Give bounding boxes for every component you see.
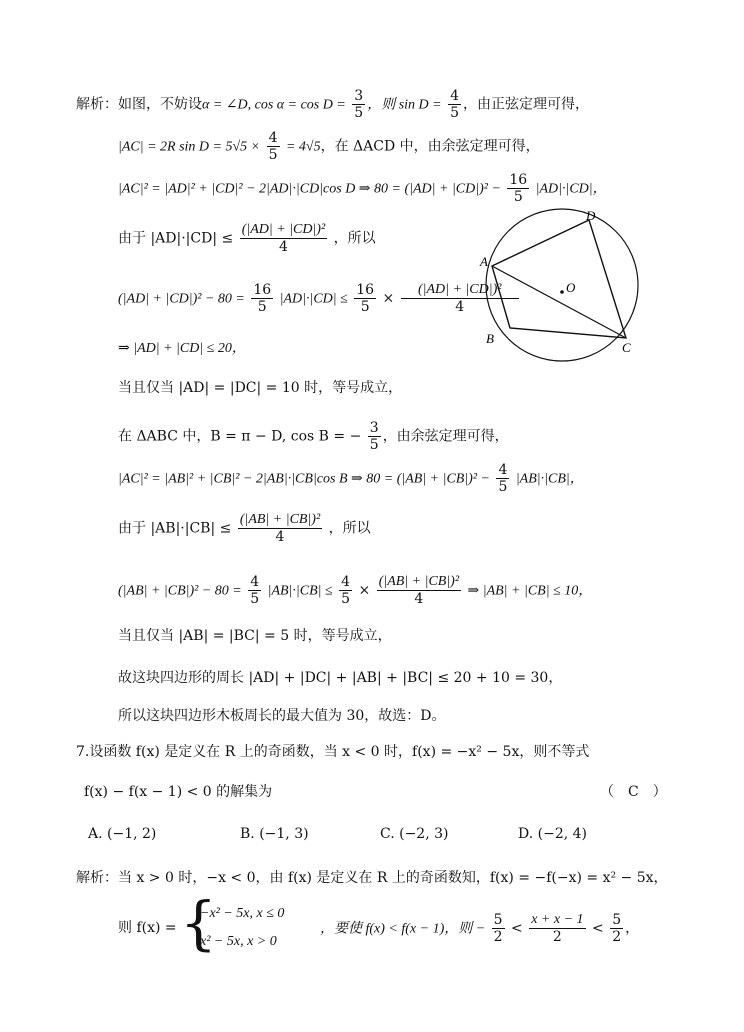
fraction: $\frac{\text{(|AD| + |CD|)²}}{4}$ [401,282,519,315]
solution6-line2: |AC| = 2R sin D = 5√5 × $\frac{4}{5}$ = 4√5，在 ΔACD 中，由余弦定理可得， [118,130,540,163]
solution6-line8: 在 ΔABC 中，B = π − D, cos B = − $\frac{3}{5}$ ，由余弦定理可得， [118,420,509,453]
solution6-line9: |AC|² = |AB|² + |CB|² − 2|AB|·|CB|cos B ⇒ 80 = (|AB| + |CB|)² − $\frac{4}{5}$ |AB|·|CB|， [118,462,584,495]
solution7-line1: 解析：当 x > 0 时，−x < 0，由 f(x) 是定义在 R 上的奇函数知，f(x) = −f(−x) = x² − 5x， [76,870,668,886]
option-b: B. (−1, 3) [240,826,309,842]
fraction: $\frac{4}{5}$ [250,574,260,607]
fraction: $\frac{4}{5}$ [341,574,351,607]
fraction: $\frac{x + x - 1}{2}$ [531,912,584,945]
piecewise-case-1: −x² − 5x, x ≤ 0 [200,906,285,921]
option-d: D. (−2, 4) [518,826,587,842]
option-a: A. (−1, 2) [88,826,157,842]
label-c: C [622,340,631,355]
analysis-label: 解析：如图，不妨设 [76,96,202,113]
label-o: O [566,280,576,295]
solution6-line11: (|AB| + |CB|)² − 80 = $\frac{4}{5}$ |AB|·|CB| ≤ $\frac{4}{5}$ × $\frac{\text{(|AB| + |CB|)²}}{4}$ ⇒ |AB| + |CB| ≤ 10， [118,574,593,607]
solution6-line6: ⇒ |AD| + |CD| ≤ 20， [118,341,246,356]
solution6-line7: 当且仅当 |AD| = |DC| = 10 时，等号成立， [118,380,403,396]
fraction: $\frac{4}{5}$ [498,462,508,495]
fraction: $\frac{5}{2}$ [612,912,622,945]
label-b: B [486,331,494,346]
fraction: $\frac{3}{5}$ [354,88,364,121]
solution6-line1: 解析：如图，不妨设α = ∠D, cos α = cos D = $\frac{3}{5}$ ，则 sin D = $\frac{4}{5}$ ，由正弦定理可得， [76,88,589,121]
fraction: $\frac{16}{5}$ [356,282,375,315]
fraction: $\frac{\text{(|AD| + |CD|)²}}{4}$ [241,222,326,255]
option-c: C. (−2, 3) [380,826,449,842]
solution6-line4: 由于 |AD|·|CD| ≤ $\frac{\text{(|AD| + |CD|)²}}{4}$ ，所以 [118,222,376,255]
fraction: $\frac{3}{5}$ [369,420,379,453]
solution6-line5: (|AD| + |CD|)² − 80 = $\frac{16}{5}$ |AD|·|CD| ≤ $\frac{16}{5}$ × $\frac{\text{(|AD| + |CD|)²}}{4}$ [118,282,521,315]
solution6-line13: 故这块四边形的周长 |AD| + |DC| + |AB| + |BC| ≤ 20 + 10 = 30， [118,670,563,686]
piecewise-brace: { [180,889,217,957]
fraction: $\frac{16}{5}$ [253,282,272,315]
fraction: $\frac{5}{2}$ [493,912,503,945]
quadrilateral-abcd [492,220,626,338]
circumcircle [486,209,638,361]
center-point-o [560,290,564,294]
solution6-line3: |AC|² = |AD|² + |CD|² − 2|AD|·|CD|cos D ⇒ 80 = (|AD| + |CD|)² − $\frac{16}{5}$ |AD|·|CD|， [118,172,607,205]
fraction: $\frac{4}{5}$ [450,88,459,121]
fraction: $\frac{\text{(|AB| + |CB|)²}}{4}$ [378,574,460,607]
label-d: D [586,208,596,223]
fraction: $\frac{\text{(|AB| + |CB|)²}}{4}$ [239,512,321,545]
solution6-line14: 所以这块四边形木板周长的最大值为 30，故选：D。 [118,708,446,724]
solution7-line2-prefix: 则 f(x) = [118,920,177,936]
question7-stem-line1: 7.设函数 f(x) 是定义在 R 上的奇函数，当 x < 0 时，f(x) = −x² − 5x，则不等式 [76,744,590,760]
question7-stem-line2: f(x) − f(x − 1) < 0 的解集为 [84,784,273,800]
question7-answer: （ C ） [600,784,667,800]
solution7-line2-rest: ，要使 f(x) < f(x − 1)，则 − $\frac{5}{2}$ < $\frac{x + x - 1}{2}$ < $\frac{5}{2}$ ， [320,912,640,945]
piecewise-case-2: x² − 5x, x > 0 [200,934,277,949]
fraction: $\frac{16}{5}$ [509,172,528,205]
fraction: $\frac{4}{5}$ [268,130,278,163]
diagonal-ac [492,266,626,338]
solution6-line12: 当且仅当 |AB| = |BC| = 5 时，等号成立， [118,628,392,644]
solution6-line10: 由于 |AB|·|CB| ≤ $\frac{\text{(|AB| + |CB|)²}}{4}$ ，所以 [118,512,371,545]
circle-quadrilateral-figure [472,200,672,370]
label-a: A [480,254,488,269]
